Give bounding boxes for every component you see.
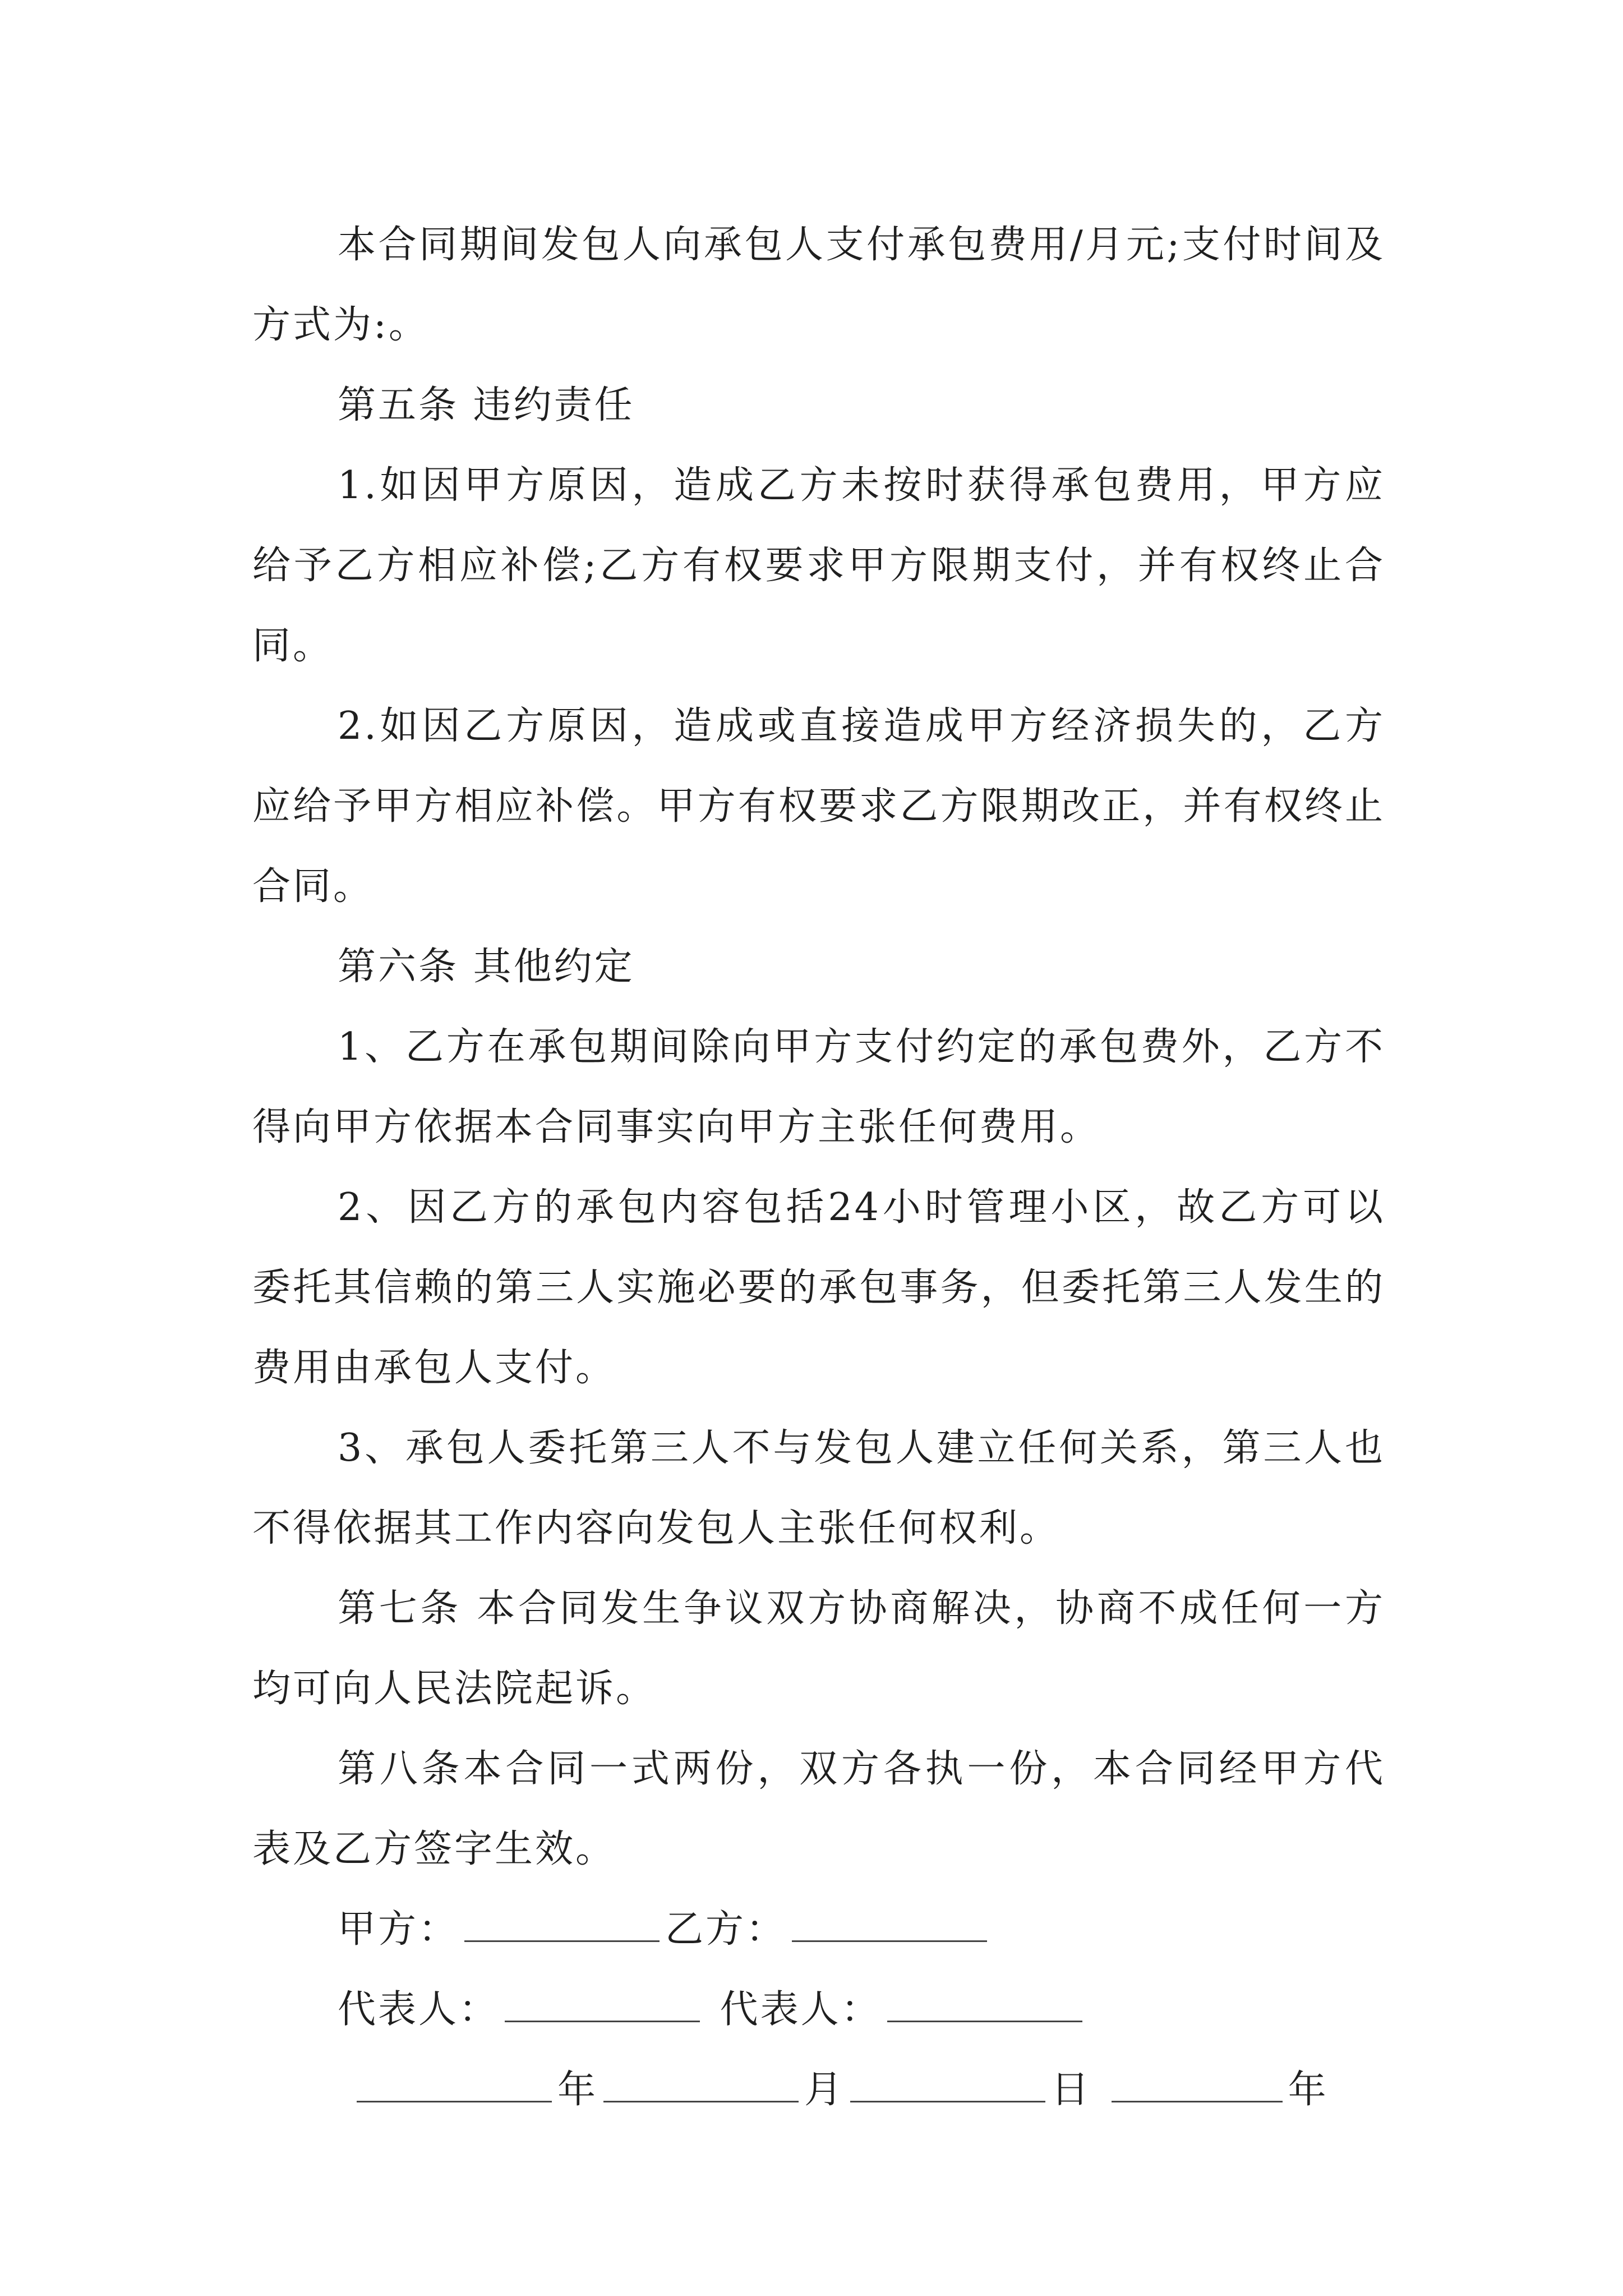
year-label: 年 — [557, 2068, 598, 2112]
party-a-blank[interactable] — [464, 1903, 660, 1942]
article-7-paragraph: 第七条 本合同发生争议双方协商解决，协商不成任何一方均可向人民法院起诉。 — [252, 1586, 1385, 1711]
party-signature-line — [252, 1889, 1385, 1970]
article-6-heading: 第六条 其他约定 — [338, 945, 635, 989]
rep-b-blank[interactable] — [887, 1984, 1082, 2022]
article-6-clause-2: 2、因乙方的承包内容包括24小时管理小区，故乙方可以委托其信赖的第三人实施必要的承包事务，但委托第三人发生的费用由承包人支付。 — [252, 1185, 1385, 1390]
party-a-label: 甲方： — [338, 1907, 459, 1952]
article-8-paragraph: 第八条本合同一式两份，双方各执一份，本合同经甲方代表及乙方签字生效。 — [252, 1747, 1385, 1871]
year-blank-2[interactable] — [1112, 2064, 1283, 2102]
contract-body — [252, 205, 1385, 2130]
rep-b-label: 代表人： — [720, 1987, 882, 2032]
party-b-blank[interactable] — [792, 1903, 987, 1942]
date-line — [252, 2050, 1385, 2130]
year-blank[interactable] — [357, 2064, 552, 2102]
party-b-label: 乙方： — [665, 1907, 787, 1952]
month-label: 月 — [804, 2068, 845, 2112]
article-6-clause-3: 3、承包人委托第三人不与发包人建立任何关系，第三人也不得依据其工作内容向发包人主张任何权利。 — [252, 1426, 1385, 1550]
article-5-clause-2: 2.如因乙方原因，造成或直接造成甲方经济损失的，乙方应给予甲方相应补偿。甲方有权要求乙方限期改正，并有权终止合同。 — [252, 704, 1385, 909]
rep-a-blank[interactable] — [505, 1984, 700, 2022]
representative-signature-line — [252, 1970, 1385, 2050]
day-blank[interactable] — [850, 2064, 1045, 2102]
article-5-clause-1: 1.如因甲方原因，造成乙方未按时获得承包费用，甲方应给予乙方相应补偿;乙方有权要求甲方限期支付，并有权终止合同。 — [252, 463, 1385, 668]
day-label: 日 — [1051, 2068, 1092, 2112]
article-5-heading: 第五条 违约责任 — [338, 383, 635, 427]
payment-terms-paragraph: 本合同期间发包人向承包人支付承包费用/月元;支付时间及方式为:。 — [252, 223, 1385, 347]
rep-a-label: 代表人： — [338, 1987, 500, 2032]
month-blank[interactable] — [603, 2064, 799, 2102]
year-label-2: 年 — [1288, 2068, 1329, 2112]
article-6-clause-1: 1、乙方在承包期间除向甲方支付约定的承包费外，乙方不得向甲方依据本合同事实向甲方主张任何费用。 — [252, 1025, 1385, 1149]
